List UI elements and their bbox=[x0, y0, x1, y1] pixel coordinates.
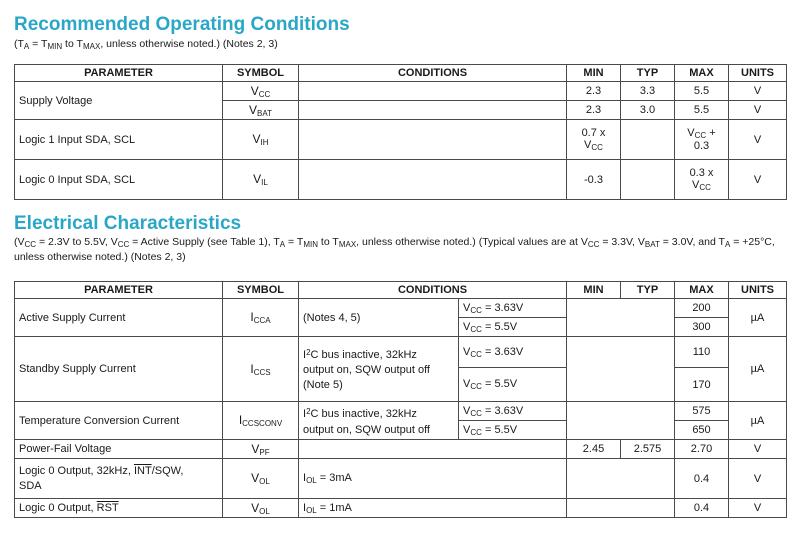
min-typ-cell bbox=[567, 499, 675, 518]
max-cell: 170 bbox=[675, 368, 729, 402]
min-cell: 2.3 bbox=[567, 82, 621, 101]
vcc-condition: $V_{CC} = 3.63V$ bbox=[459, 299, 567, 318]
typ-cell: 3.3 bbox=[621, 82, 675, 101]
param-active-supply-current: Active Supply Current bbox=[15, 299, 223, 337]
param-logic0-output-32khz: Logic 0 Output, 32kHz, $\overline{INT}$/SQW, SDA bbox=[15, 459, 223, 499]
header-max: MAX bbox=[675, 282, 729, 299]
units-cell: µA bbox=[729, 299, 787, 337]
max-cell: 200 bbox=[675, 299, 729, 318]
symbol-vih: $V_{IH}$ bbox=[223, 120, 299, 160]
vcc-condition: $V_{CC} = 3.63V$ bbox=[459, 402, 567, 421]
param-standby-supply-current: Standby Supply Current bbox=[15, 337, 223, 402]
max-cell: 0.3 x $V_{CC}$ bbox=[675, 160, 729, 200]
units-cell: V bbox=[729, 459, 787, 499]
vcc-condition: $V_{CC} = 5.5V$ bbox=[459, 421, 567, 440]
min-typ-cell bbox=[567, 402, 675, 440]
ec-subtitle: ($V_{CC} = 2.3V$ to 5.5V, $V_{CC}$ = Active Supply (see Table 1), $T_A = T_{MIN}$ to $T_{MAX}$, unless otherwise noted.) (Typical values are at $V_{CC} = 3.3V$, $V_{BAT} = 3.0V$, and $T_A = +25^\circ C$, unless otherwise noted.) (Notes 2, 3) bbox=[14, 236, 775, 263]
ec-title: Electrical Characteristics bbox=[14, 213, 242, 234]
typ-cell bbox=[621, 160, 675, 200]
min-typ-cell bbox=[567, 299, 675, 337]
units-cell: V bbox=[729, 440, 787, 459]
conditions-cell: (Notes 4, 5) bbox=[299, 299, 459, 337]
roc-header-row bbox=[15, 65, 787, 82]
header-typ: TYP bbox=[621, 282, 675, 299]
max-cell: 110 bbox=[675, 337, 729, 368]
param-power-fail-voltage: Power-Fail Voltage bbox=[15, 440, 223, 459]
table-row bbox=[15, 160, 787, 200]
header-symbol: SYMBOL bbox=[223, 282, 299, 299]
max-cell: 0.4 bbox=[675, 499, 729, 518]
symbol-vol: $V_{OL}$ bbox=[223, 499, 299, 518]
header-min: MIN bbox=[567, 282, 621, 299]
vcc-condition: $V_{CC} = 3.63V$ bbox=[459, 337, 567, 368]
header-max: MAX bbox=[675, 65, 729, 82]
units-cell: V bbox=[729, 160, 787, 200]
symbol-vil: $V_{IL}$ bbox=[223, 160, 299, 200]
header-units: UNITS bbox=[729, 65, 787, 82]
symbol-vpf: $V_{PF}$ bbox=[223, 440, 299, 459]
vcc-condition: $V_{CC} = 5.5V$ bbox=[459, 318, 567, 337]
max-cell: 650 bbox=[675, 421, 729, 440]
typ-cell bbox=[621, 120, 675, 160]
symbol-vol: $V_{OL}$ bbox=[223, 459, 299, 499]
roc-table bbox=[14, 64, 787, 200]
symbol-iccs: $I_{CCS}$ bbox=[223, 337, 299, 402]
header-conditions: CONDITIONS bbox=[299, 65, 567, 82]
max-cell: 5.5 bbox=[675, 82, 729, 101]
min-typ-cell bbox=[567, 459, 675, 499]
table-row bbox=[15, 402, 787, 421]
header-min: MIN bbox=[567, 65, 621, 82]
conditions-cell: $I_{OL} = 3mA$ bbox=[299, 459, 567, 499]
header-symbol: SYMBOL bbox=[223, 65, 299, 82]
symbol-vcc: $V_{CC}$ bbox=[223, 82, 299, 101]
header-parameter: PARAMETER bbox=[15, 282, 223, 299]
typ-cell: 3.0 bbox=[621, 101, 675, 120]
conditions-cell bbox=[299, 120, 567, 160]
header-parameter: PARAMETER bbox=[15, 65, 223, 82]
table-row bbox=[15, 337, 787, 368]
units-cell: µA bbox=[729, 337, 787, 402]
ec-table bbox=[14, 281, 787, 518]
symbol-iccsconv: $I_{CCSCONV}$ bbox=[223, 402, 299, 440]
ec-header-row bbox=[15, 282, 787, 299]
symbol-icca: $I_{CCA}$ bbox=[223, 299, 299, 337]
units-cell: V bbox=[729, 120, 787, 160]
min-typ-cell bbox=[567, 337, 675, 402]
conditions-cell: $I^2C$ bus inactive, 32kHz output on, SQW output off (Note 5) bbox=[299, 337, 459, 402]
table-row bbox=[15, 459, 787, 499]
header-conditions: CONDITIONS bbox=[299, 282, 567, 299]
vcc-condition: $V_{CC} = 5.5V$ bbox=[459, 368, 567, 402]
typ-cell: 2.575 bbox=[621, 440, 675, 459]
header-units: UNITS bbox=[729, 282, 787, 299]
conditions-cell bbox=[299, 440, 567, 459]
table-row bbox=[15, 299, 787, 318]
units-cell: V bbox=[729, 82, 787, 101]
conditions-cell bbox=[299, 101, 567, 120]
max-cell: 5.5 bbox=[675, 101, 729, 120]
roc-title: Recommended Operating Conditions bbox=[14, 14, 350, 35]
symbol-vbat: $V_{BAT}$ bbox=[223, 101, 299, 120]
min-cell: 2.45 bbox=[567, 440, 621, 459]
param-logic1-input: Logic 1 Input SDA, SCL bbox=[15, 120, 223, 160]
units-cell: V bbox=[729, 499, 787, 518]
min-cell: 0.7 x $V_{CC}$ bbox=[567, 120, 621, 160]
max-cell: 300 bbox=[675, 318, 729, 337]
table-row bbox=[15, 82, 787, 101]
conditions-cell: $I_{OL} = 1mA$ bbox=[299, 499, 567, 518]
param-logic0-input: Logic 0 Input SDA, SCL bbox=[15, 160, 223, 200]
roc-subtitle: ($T_A = T_{MIN}$ to $T_{MAX}$, unless otherwise noted.) (Notes 2, 3) bbox=[14, 38, 278, 51]
table-row bbox=[15, 440, 787, 459]
max-cell: 575 bbox=[675, 402, 729, 421]
param-temperature-conversion-current: Temperature Conversion Current bbox=[15, 402, 223, 440]
units-cell: µA bbox=[729, 402, 787, 440]
conditions-cell bbox=[299, 82, 567, 101]
header-typ: TYP bbox=[621, 65, 675, 82]
table-row bbox=[15, 120, 787, 160]
max-cell: 2.70 bbox=[675, 440, 729, 459]
param-logic0-output-rst: Logic 0 Output, $\overline{RST}$ bbox=[15, 499, 223, 518]
conditions-cell bbox=[299, 160, 567, 200]
param-supply-voltage: Supply Voltage bbox=[15, 82, 223, 120]
table-row bbox=[15, 499, 787, 518]
max-cell: 0.4 bbox=[675, 459, 729, 499]
units-cell: V bbox=[729, 101, 787, 120]
min-cell: 2.3 bbox=[567, 101, 621, 120]
max-cell: $V_{CC}$ + 0.3 bbox=[675, 120, 729, 160]
min-cell: -0.3 bbox=[567, 160, 621, 200]
conditions-cell: $I^2C$ bus inactive, 32kHz output on, SQW output off bbox=[299, 402, 459, 440]
